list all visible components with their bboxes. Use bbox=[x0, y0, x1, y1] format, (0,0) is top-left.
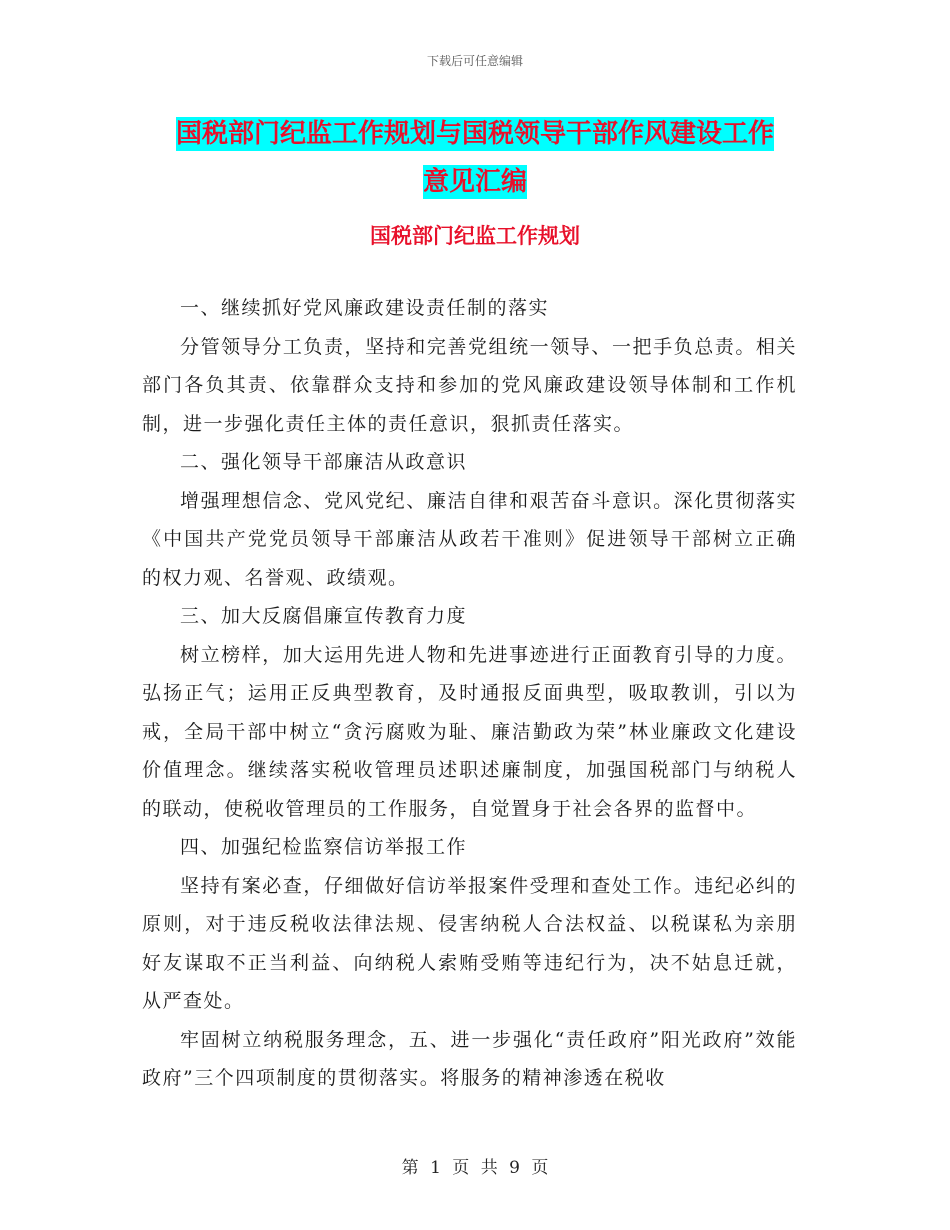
main-title-line2: 意见汇编 bbox=[422, 167, 527, 197]
body-text bbox=[142, 289, 797, 1098]
main-title-line1: 国税部门纪监工作规划与国税领导干部作风建设工作 bbox=[175, 119, 774, 149]
heading-4: 四、加强纪检监察信访举报工作 bbox=[180, 836, 468, 858]
heading-2: 二、强化领导干部廉洁从政意识 bbox=[180, 451, 468, 473]
heading-1: 一、继续抓好党风廉政建设责任制的落实 bbox=[180, 297, 550, 319]
header-note: 下载后可任意编辑 bbox=[426, 54, 523, 68]
paragraph-3: 树立榜样，加大运用先进人物和先进事迹进行正面教育引导的力度。弘扬正气；运用正反典型教育，及时通报反面典型，吸取教训，引以为戒，全局干部中树立“贪污腐败为耻、廉洁勤政为荣”林业廉政文化建设价值理念。继续落实税收管理员述职述廉制度，加强国税部门与纳税人的联动，使税收管理员的工作服务，自觉置身于社会各界的监督中。 bbox=[142, 643, 797, 820]
paragraph-4: 坚持有案必查，仔细做好信访举报案件受理和查处工作。违纪必纠的原则，对于违反税收法律法规、侵害纳税人合法权益、以税谋私为亲朋好友谋取不正当利益、向纳税人索贿受贿等违纪行为，决不姑息迁就，从严查处。 bbox=[142, 874, 797, 1012]
page-footer: 第 1 页 共 9 页 bbox=[401, 1158, 549, 1178]
section-title: 国税部门纪监工作规划 bbox=[370, 224, 580, 248]
paragraph-5: 牢固树立纳税服务理念，五、进一步强化“责任政府”阳光政府”效能政府”三个四项制度的贯彻落实。将服务的精神渗透在税收 bbox=[142, 1028, 797, 1089]
paragraph-2: 增强理想信念、党风党纪、廉洁自律和艰苦奋斗意识。深化贯彻落实《中国共产党党员领导干部廉洁从政若干准则》促进领导干部树立正确的权力观、名誉观、政绩观。 bbox=[142, 489, 797, 589]
main-title bbox=[140, 110, 810, 206]
paragraph-1: 分管领导分工负责，坚持和完善党组统一领导、一把手负总责。相关部门各负其责、依靠群众支持和参加的党风廉政建设领导体制和工作机制，进一步强化责任主体的责任意识，狠抓责任落实。 bbox=[142, 335, 797, 435]
heading-3: 三、加大反腐倡廉宣传教育力度 bbox=[180, 605, 468, 627]
